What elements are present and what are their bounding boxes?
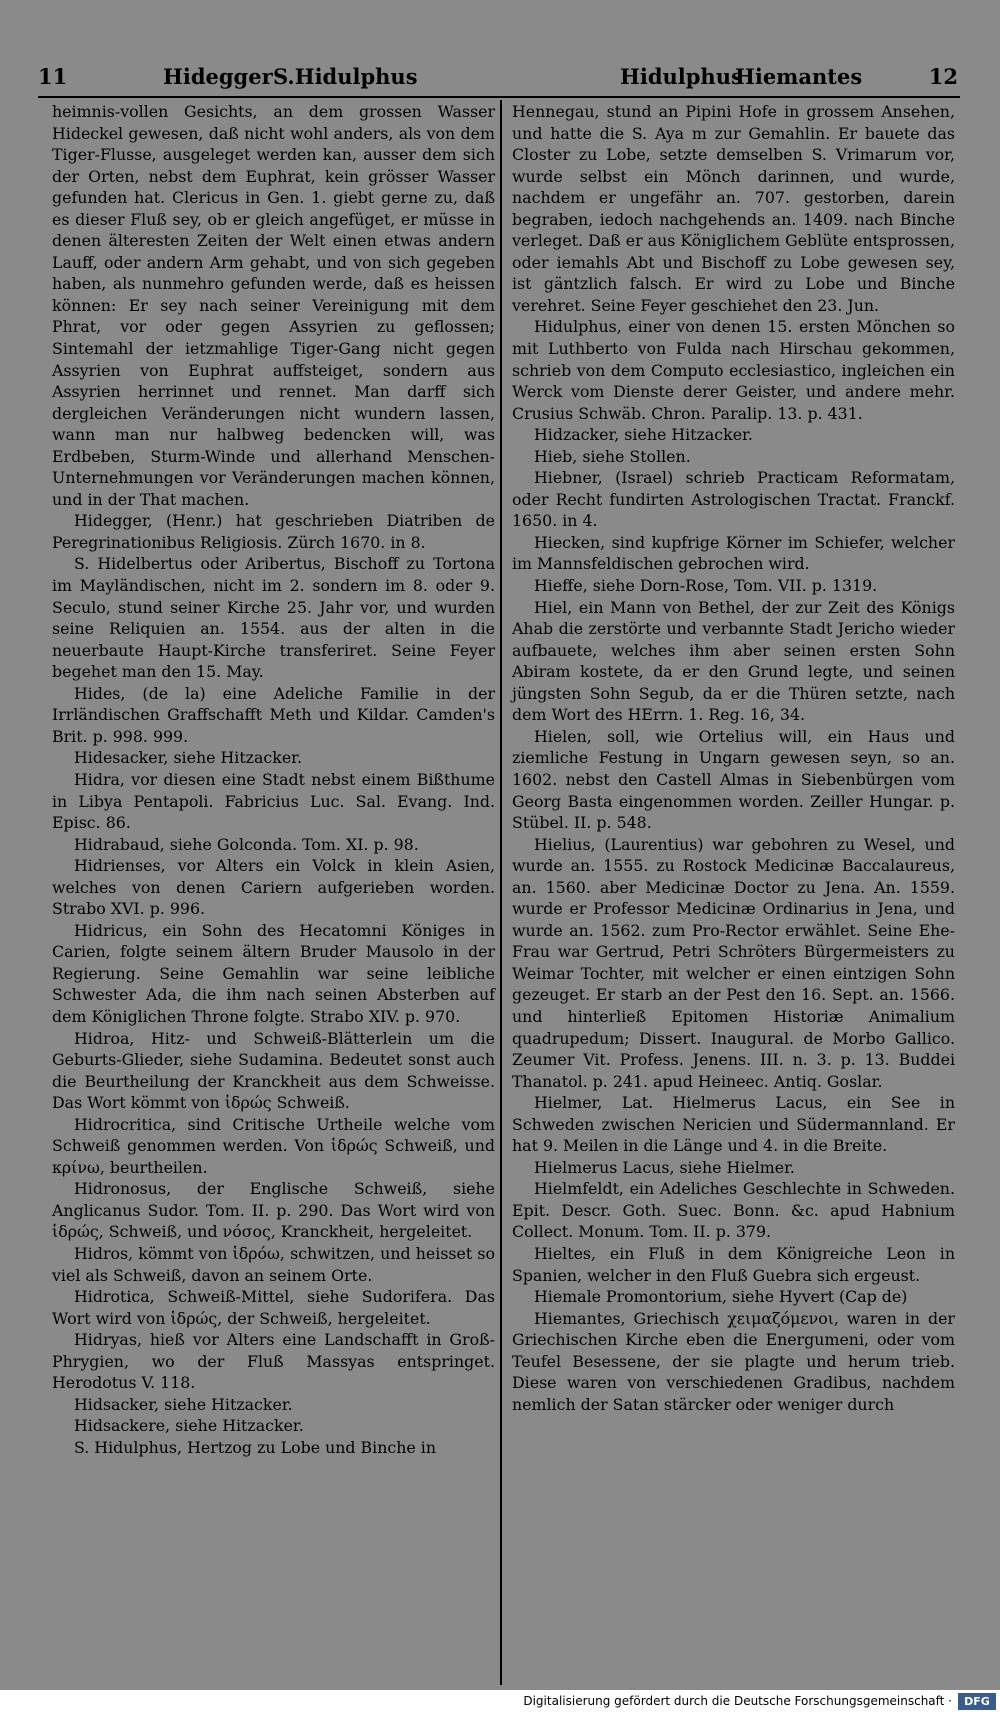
running-header xyxy=(38,58,958,98)
entry-paragraph: Hieb, siehe Stollen. xyxy=(534,446,691,466)
entry-paragraph: Hieltes, ein Fluß in dem Königreiche Leon in Spanien, welcher in den Fluß Guebra sich ergeust. xyxy=(512,1243,955,1285)
entry-paragraph: Hidryas, hieß vor Alters eine Landschafft in Groß-Phrygien, wo der Fluß Massyas entspringet. Herodotus V. 118. xyxy=(52,1330,495,1393)
funding-note: Digitalisierung gefördert durch die Deutsche Forschungsgemeinschaft · xyxy=(523,1694,952,1708)
entry-paragraph: Hielen, soll, wie Ortelius will, ein Haus und ziemliche Festung in Ungarn gewesen seyn, so an. 1602. nebst den Castell Almas in Siebenbürgen vom Georg Basta eingenommen worden. Zeiller Hungar. p. Stübel. II. p. 548. xyxy=(512,726,955,833)
entry-paragraph: Hennegau, stund an Pipini Hofe in grossem Ansehen, und hatte die S. Aya m zur Gemahlin. Er bauete das Closter zu Lobe, setzte demselben S. Vrimarum vor, wurde selbst ein Mönch darinnen, und wurde, nachdem er ungefähr an. 707. gestorben, darein begraben, iedoch nachgehends an. 1409. nach Binche verleget. Daß er aus Königlichem Geblüte entsprossen, oder iemahls Abt und Bischoff zu Lobe gewesen sey, ist gäntzlich falsch. Er wird zu Lobe und Binche verehret. Seine Feyer geschiehet den 23. Jun. xyxy=(512,102,956,315)
entry-paragraph: Hiemantes, Griechisch χειμαζόμενοι, waren in der Griechischen Kirche eben die Energumeni, oder vom Teufel Besessene, der sie plagte und herum trieb. Diese waren von verschiedenen Gradibus, nachdem nemlich der Satan stärcker oder weniger durch xyxy=(512,1308,955,1414)
entry-paragraph: Hiel, ein Mann von Bethel, der zur Zeit des Königs Ahab die zerstörte und verbannte Stadt Jericho wieder aufbauete, welches ihm aber seinen ersten Sohn Abiram kostete, da er den Grund legte, und seinen jüngsten Sohn Segub, da er die Thüren setzte, nach dem Wort des HErrn. 1. Reg. 16, 34. xyxy=(512,597,955,725)
entry-paragraph: Hielmer, Lat. Hielmerus Lacus, ein See in Schweden zwischen Nericien und Südermannland. Er hat 9. Meilen in die Länge und 4. in die Breite. xyxy=(512,1093,955,1156)
entry-paragraph: Hidesacker, siehe Hitzacker. xyxy=(74,748,303,768)
entry-paragraph: Hielmerus Lacus, siehe Hielmer. xyxy=(534,1157,795,1177)
entry-paragraph: Hidsackere, siehe Hitzacker. xyxy=(74,1416,304,1436)
entry-paragraph: Hidronosus, der Englische Schweiß, siehe Anglicanus Sudor. Tom. II. p. 290. Das Wort wird von ἱδρώς, Schweiß, und νόσος, Kranckheit, hergeleitet. xyxy=(52,1179,495,1242)
header-rule xyxy=(38,96,960,98)
entry-paragraph: Hidulphus, einer von denen 15. ersten Mönchen so mit Luthberto von Fulda nach Hirschau gekommen, schrieb von dem Computo ecclesiastico, ingleichen ein Werck vom Dienste derer Geister, und andere mehr. Crusius Schwäb. Chron. Paralip. 13. p. 431. xyxy=(512,317,955,423)
entry-paragraph: Hiecken, sind kupfrige Körner im Schiefer, welcher im Mannsfeldischen gebrochen wird. xyxy=(512,532,955,574)
entry-paragraph: Hidzacker, siehe Hitzacker. xyxy=(534,425,753,445)
footer-bar xyxy=(0,1690,1000,1714)
right-headword-2: Hiemantes xyxy=(735,64,863,89)
left-column xyxy=(52,101,495,1458)
entry-paragraph: Hidricus, ein Sohn des Hecatomni Königes in Carien, folgte seinem ältern Bruder Mausolo in der Regierung. Seine Gemahlin war seine leibliche Schwester Ada, die ihm nach seinen Absterben auf dem Königlichen Throne folgte. Strabo XIV. p. 970. xyxy=(52,920,495,1026)
entry-paragraph: Hieffe, siehe Dorn-Rose, Tom. VII. p. 1319. xyxy=(534,576,878,596)
entry-paragraph: Hielmfeldt, ein Adeliches Geschlechte in Schweden. Epit. Descr. Goth. Suec. Bonn. &c. apud Habnium Collect. Monum. Tom. II. p. 379. xyxy=(512,1179,955,1242)
right-page-number: 12 xyxy=(928,64,958,89)
entry-paragraph: Hidegger, (Henr.) hat geschrieben Diatriben de Peregrinationibus Religiosis. Zürch 1670. in 8. xyxy=(52,511,495,552)
entry-paragraph: Hidrabaud, siehe Golconda. Tom. XI. p. 98. xyxy=(74,834,419,854)
entry-paragraph: Hidroa, Hitz- und Schweiß-Blätterlein um die Geburts-Glieder, siehe Sudamina. Bedeutet sonst auch die Beurtheilung der Kranckheit aus dem Schweisse. Das Wort kömmt von ἱδρώς Schweiß. xyxy=(52,1028,495,1113)
entry-paragraph: Hidros, kömmt von ἱδρόω, schwitzen, und heisset so viel als Schweiß, davon an seinem Orte. xyxy=(52,1243,495,1285)
entry-paragraph: Hides, (de la) eine Adeliche Familie in der Irrländischen Graffschafft Meth und Kildar. Camden's Brit. p. 998. 999. xyxy=(52,683,495,746)
entry-paragraph: Hidra, vor diesen eine Stadt nebst einem Bißthume in Libya Pentapoli. Fabricius Luc. Sal. Evang. Ind. Episc. 86. xyxy=(52,769,495,833)
left-headword-2: S.Hidulphus xyxy=(273,64,418,89)
entry-paragraph: Hiebner, (Israel) schrieb Practicam Reformatam, oder Recht fundirten Astrologischen Tractat. Franckf. 1650. in 4. xyxy=(512,468,955,531)
entry-paragraph: Hidrienses, vor Alters ein Volck in klein Asien, welches von denen Cariern aufgerieben worden. Strabo XVI. p. 996. xyxy=(52,856,495,919)
entry-paragraph: Hielius, (Laurentius) war gebohren zu Wesel, und wurde an. 1555. zu Rostock Medicinæ Baccalaureus, an. 1560. aber Medicinæ Doctor zu Jena. An. 1559. wurde er Professor Medicinæ Ordinarius in Jena, und wurde an. 1562. zum Pro-Rector erwählet. Seine Ehe-Frau war Gertrud, Petri Schröters Bürgermeisters zu Weimar Tochter, mit welcher er einen eintzigen Sohn gezeuget. Er starb an der Pest den 16. Sept. an. 1566. und hinterließ Epitomen Historiæ Animalium quadrupedum; Dissert. Inaugural. de Morbo Gallico. Zeumer Vit. Profess. Jenens. III. n. 3. p. 13. Buddei Thanatol. p. 241. apud Heineec. Antiq. Goslar. xyxy=(512,834,955,1091)
entry-paragraph: Hiemale Promontorium, siehe Hyvert (Cap de) xyxy=(534,1287,908,1307)
entry-paragraph: Hidrotica, Schweiß-Mittel, siehe Sudorifera. Das Wort wird von ἱδρώς, der Schweiß, hergeleitet. xyxy=(52,1287,495,1328)
column-divider xyxy=(500,100,502,1685)
left-headword-1: Hidegger xyxy=(163,64,273,89)
entry-paragraph: Hidsacker, siehe Hitzacker. xyxy=(74,1394,293,1414)
entry-paragraph: heimnis-vollen Gesichts, an dem grossen Wasser Hideckel gewesen, daß nicht wohl anders, als von dem Tiger-Flusse, ausgeleget werden kan, ausser dem sich der Orten, nebst dem Euphrat, kein grösser Wasser gefunden hat. Clericus in Gen. 1. giebt gerne zu, daß es dieser Fluß sey, ob er gleich angefüget, er müsse in denen älteresten Zeiten der Welt einen etwas andern Lauff, oder andern Arm gehabt, und von sich gegeben haben, als nunmehro gefunden werde, daß es heissen können: Er sey nach seiner Vereinigung mit dem Phrat, vor oder gegen Assyrien zu geflossen; Sintemahl der ietzmahlige Tiger-Gang nicht gegen Assyrien von Euphrat auffsteiget, sondern aus Assyrien herrinnet und rennet. Man darff sich dergleichen Veränderungen nicht wundern lassen, wann man nur halbweg bedencken will, was Erdbeben, Sturm-Winde und allerhand Menschen-Unternehmungen vor Veränderungen machen können, und in der That machen. xyxy=(52,102,495,509)
dfg-logo: DFG xyxy=(958,1693,996,1710)
right-column xyxy=(512,101,955,1415)
entry-paragraph: S. Hidulphus, Hertzog zu Lobe und Binche in xyxy=(74,1437,437,1457)
left-page-number: 11 xyxy=(38,64,68,89)
entry-paragraph: Hidrocritica, sind Critische Urtheile welche vom Schweiß genommen werden. Von ἱδρώς Schweiß, und κρίνω, beurtheilen. xyxy=(52,1114,495,1177)
right-headword-1: Hidulphus xyxy=(620,64,743,89)
entry-paragraph: S. Hidelbertus oder Aribertus, Bischoff zu Tortona im Mayländischen, nicht im 2. sondern im 8. oder 9. Seculo, stund seiner Kirche 25. Jahr vor, und wurden seine Reliquien an. 1554. aus der alten in die neuerbaute Haupt-Kirche transferiret. Seine Feyer begehet man den 15. May. xyxy=(52,554,495,682)
